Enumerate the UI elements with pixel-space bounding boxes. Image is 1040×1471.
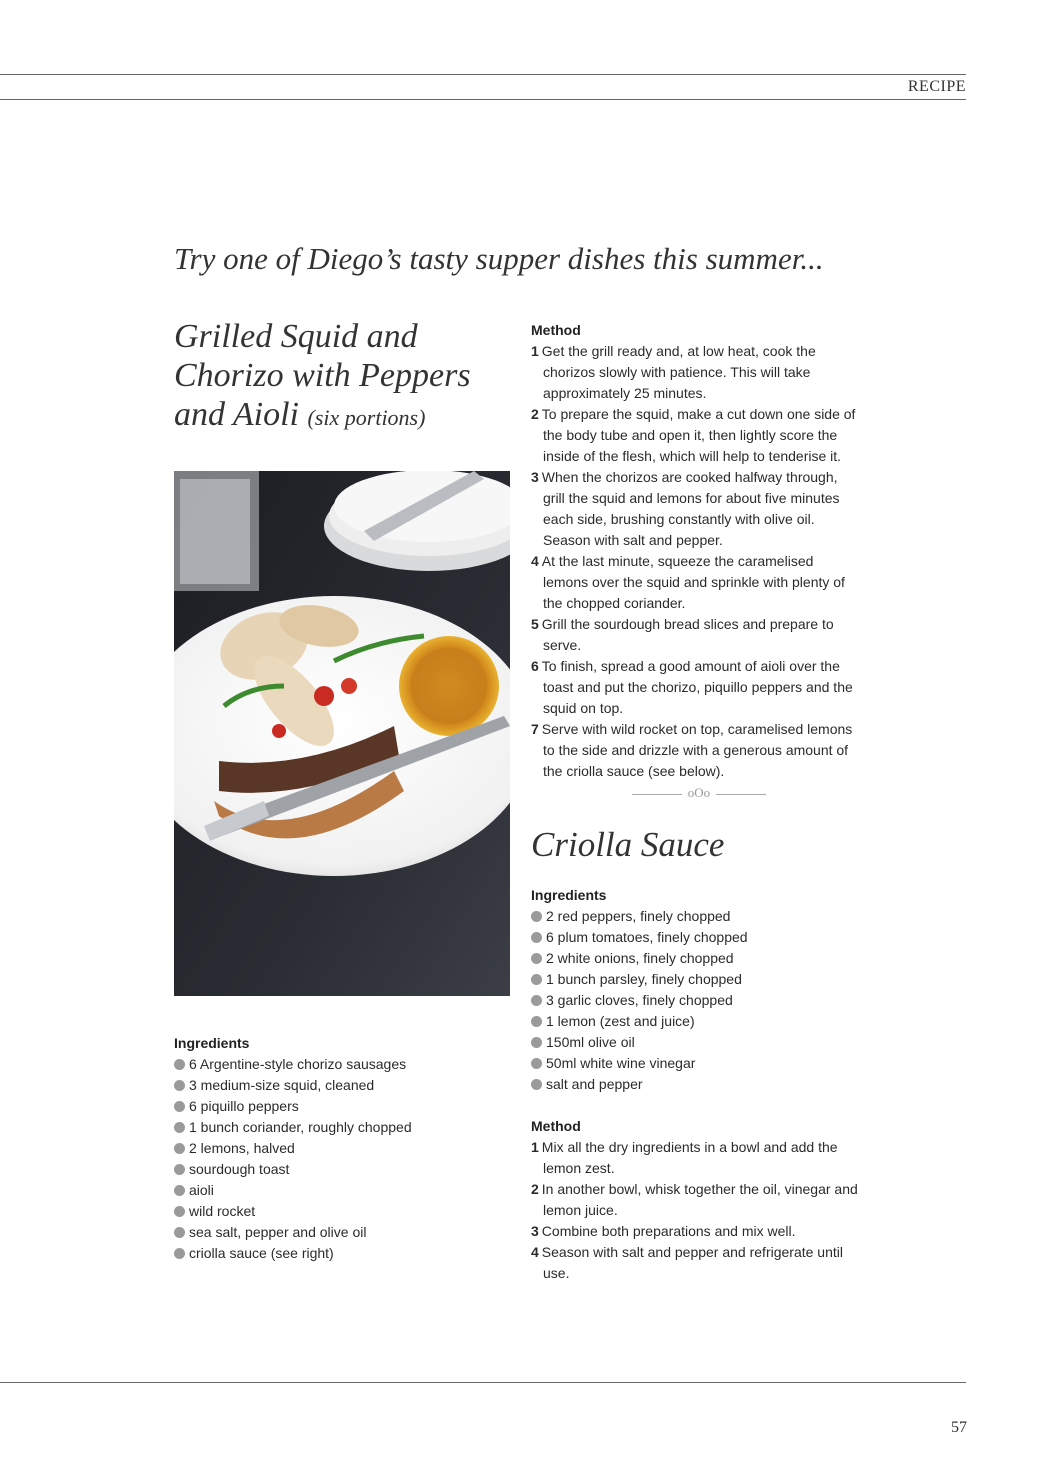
list-item: aioli	[174, 1180, 504, 1201]
sauce-title: Criolla Sauce	[531, 825, 725, 864]
recipe-portions: (six portions)	[307, 405, 426, 430]
section-divider: oOo	[632, 785, 766, 801]
method-step: 7 Serve with wild rocket on top, caramelised lemons to the side and drizzle with a generous amount of the criolla sauce (see below).	[531, 721, 853, 779]
bullet-dot	[174, 1059, 185, 1070]
bullet-dot	[174, 1164, 185, 1175]
dish-photo	[174, 471, 510, 996]
list-item: 3 medium-size squid, cleaned	[174, 1075, 504, 1096]
method-step: 6 To finish, spread a good amount of aioli over the toast and put the chorizo, piquillo peppers and the squid on top.	[531, 658, 853, 716]
intro-tagline: Try one of Diego’s tasty supper dishes this summer...	[174, 241, 824, 276]
bullet-dot	[531, 911, 542, 922]
bullet-dot	[531, 1037, 542, 1048]
method-step: 1 Get the grill ready and, at low heat, cook the chorizos slowly with patience. This will take approximately 25 minutes.	[531, 343, 816, 401]
list-item: sea salt, pepper and olive oil	[174, 1222, 504, 1243]
list-item: salt and pepper	[531, 1074, 861, 1095]
method-step: 4 Season with salt and pepper and refrigerate until use.	[531, 1244, 843, 1281]
list-item: 3 garlic cloves, finely chopped	[531, 990, 861, 1011]
sauce-method-heading: Method	[531, 1118, 581, 1134]
bullet-dot	[174, 1227, 185, 1238]
list-item: 6 Argentine-style chorizo sausages	[174, 1054, 504, 1075]
method-step: 2 In another bowl, whisk together the oil, vinegar and lemon juice.	[531, 1181, 858, 1218]
list-item: 2 red peppers, finely chopped	[531, 906, 861, 927]
list-item: 1 bunch coriander, roughly chopped	[174, 1117, 504, 1138]
list-item: 1 bunch parsley, finely chopped	[531, 969, 861, 990]
bullet-dot	[531, 932, 542, 943]
list-item: 150ml olive oil	[531, 1032, 861, 1053]
bullet-dot	[174, 1143, 185, 1154]
method-step: 1 Mix all the dry ingredients in a bowl and add the lemon zest.	[531, 1139, 838, 1176]
bullet-dot	[174, 1101, 185, 1112]
sauce-ingredients-heading: Ingredients	[531, 887, 607, 903]
list-item: 2 lemons, halved	[174, 1138, 504, 1159]
bullet-dot	[531, 1079, 542, 1090]
recipe-ingredients	[174, 1033, 504, 1264]
list-item: 2 white onions, finely chopped	[531, 948, 861, 969]
page-number: 57	[951, 1419, 967, 1436]
list-item: 1 lemon (zest and juice)	[531, 1011, 861, 1032]
list-item: 50ml white wine vinegar	[531, 1053, 861, 1074]
list-item: 6 piquillo peppers	[174, 1096, 504, 1117]
footer-rule	[0, 1382, 966, 1383]
bullet-dot	[174, 1080, 185, 1091]
method-step: 3 When the chorizos are cooked halfway through, grill the squid and lemons for about five minutes each side, brushing constantly with olive oil. Season with salt and pepper.	[531, 469, 840, 548]
recipe-method	[531, 320, 861, 782]
recipe-method-heading: Method	[531, 322, 581, 338]
bullet-dot	[174, 1122, 185, 1133]
method-step: 3 Combine both preparations and mix well.	[531, 1223, 796, 1239]
method-step: 5 Grill the sourdough bread slices and prepare to serve.	[531, 616, 834, 653]
list-item: criolla sauce (see right)	[174, 1243, 504, 1264]
list-item: sourdough toast	[174, 1159, 504, 1180]
bullet-dot	[174, 1185, 185, 1196]
sauce-method	[531, 1116, 871, 1284]
bullet-dot	[531, 1016, 542, 1027]
recipe-ingredients-heading: Ingredients	[174, 1035, 250, 1051]
header-rule-bottom	[0, 99, 966, 100]
sauce-ingredients	[531, 885, 861, 1095]
bullet-dot	[174, 1248, 185, 1259]
bullet-dot	[531, 1058, 542, 1069]
recipe-title-text: Grilled Squid and Chorizo with Peppers and Aioli	[174, 318, 471, 433]
section-label: RECIPE	[907, 78, 966, 95]
recipe-title	[174, 317, 514, 437]
bullet-dot	[531, 953, 542, 964]
list-item: wild rocket	[174, 1201, 504, 1222]
list-item: 6 plum tomatoes, finely chopped	[531, 927, 861, 948]
method-step: 2 To prepare the squid, make a cut down one side of the body tube and open it, then lightly score the inside of the flesh, which will help to tenderise it.	[531, 406, 856, 464]
bullet-dot	[531, 974, 542, 985]
bullet-dot	[174, 1206, 185, 1217]
header-rule-top	[0, 74, 966, 75]
bullet-dot	[531, 995, 542, 1006]
method-step: 4 At the last minute, squeeze the caramelised lemons over the squid and sprinkle with plenty of the chopped coriander.	[531, 553, 845, 611]
